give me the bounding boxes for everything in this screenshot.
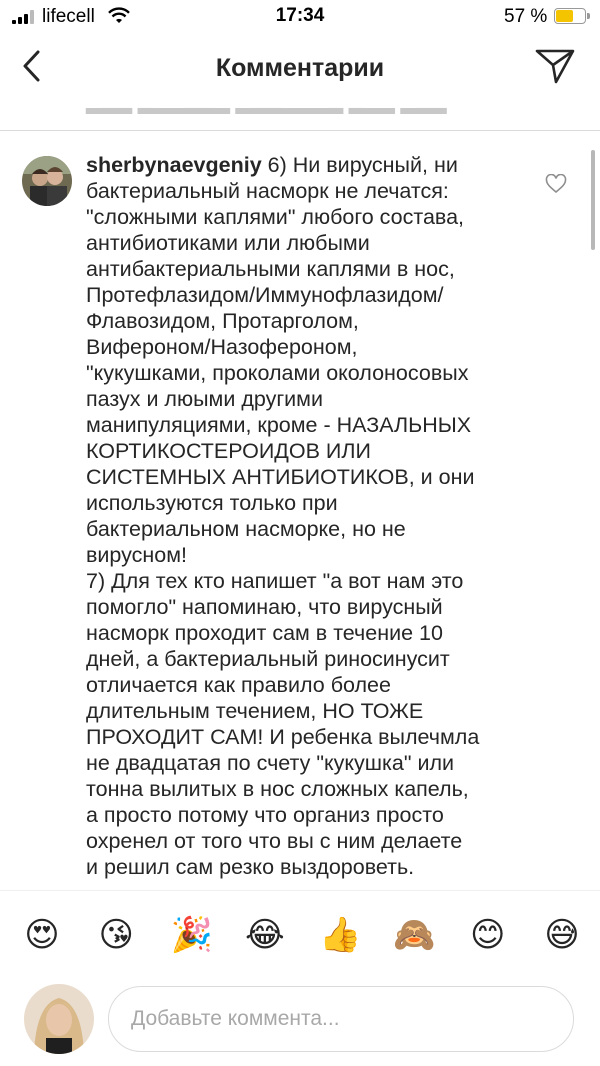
see-no-evil-emoji[interactable]: 🙈 <box>393 915 436 955</box>
party-popper-emoji[interactable]: 🎉 <box>170 915 213 955</box>
comment-item <box>0 150 600 890</box>
comment-body <box>86 152 526 880</box>
smile-emoji[interactable]: 😊 <box>469 915 506 955</box>
divider <box>0 130 600 131</box>
current-user-avatar <box>24 984 94 1054</box>
comment-text: 6) Ни вирусный, ни бактериальный насморк не лечатся: "сложными каплями" любого состава, антибиотиками или любыми антибактериальными каплями в нос, Протефлазидом/Иммунофлазидом/ Флавозидом, Протарголом, Вифероном/Назофероном, "кукушками, проколами околоносовых пазух и люыми другими манипуляциями, кроме - НАЗАЛЬНЫХ КОРТИКОСТЕРОИДОВ ИЛИ СИСТЕМНЫХ АНТИБИОТИКОВ, и они используются только при бактериальном насморке, но не вирусном! 7) Для тех кто напишет "а вот нам это помогло" напоминаю, что вирусный насморк проходит сам в течение 10 дней, а бактериальный риносинусит отличается как правило более длительным течением, НО ТОЖЕ ПРОХОДИТ САМ! И ребенка вылечмла не двадцатая по счету "кукушка" или тонна вылитых в нос сложных капель, а просто потому что организ просто охренел от того что вы с ним делаете и решил сам резко выздороветь. <box>86 153 480 879</box>
heart-outline-icon[interactable] <box>545 174 567 194</box>
nav-bar <box>0 34 600 102</box>
carrier-name: lifecell <box>42 6 95 27</box>
avatar[interactable] <box>22 156 72 206</box>
scrollbar[interactable] <box>591 150 595 250</box>
kissing-heart-emoji[interactable]: 😘 <box>98 915 134 955</box>
divider <box>0 890 600 891</box>
battery-icon <box>554 8 586 24</box>
comment-input-container <box>108 986 574 1052</box>
paper-plane-icon[interactable] <box>534 46 576 86</box>
emoji-bar <box>22 910 582 960</box>
joy-emoji[interactable]: 😂 <box>244 915 285 955</box>
comment-username[interactable]: sherbynaevgeniy <box>86 153 262 177</box>
clock: 17:34 <box>275 5 325 26</box>
sweat-smile-emoji[interactable]: 😅 <box>544 915 580 955</box>
battery-level <box>556 10 573 22</box>
status-bar <box>0 0 600 34</box>
battery-percentage: 57 % <box>504 6 548 27</box>
heart-eyes-emoji[interactable]: 😍 <box>24 915 60 955</box>
previous-comment-edge: ▂▂▂ ▂▂▂▂▂▂ ▂▂▂▂▂▂▂ ▂▂▂ ▂▂▂ <box>86 102 447 114</box>
thumbs-up-emoji[interactable]: 👍 <box>319 915 362 955</box>
comment-input[interactable] <box>109 987 573 1051</box>
page-title: Комментарии <box>215 54 385 82</box>
